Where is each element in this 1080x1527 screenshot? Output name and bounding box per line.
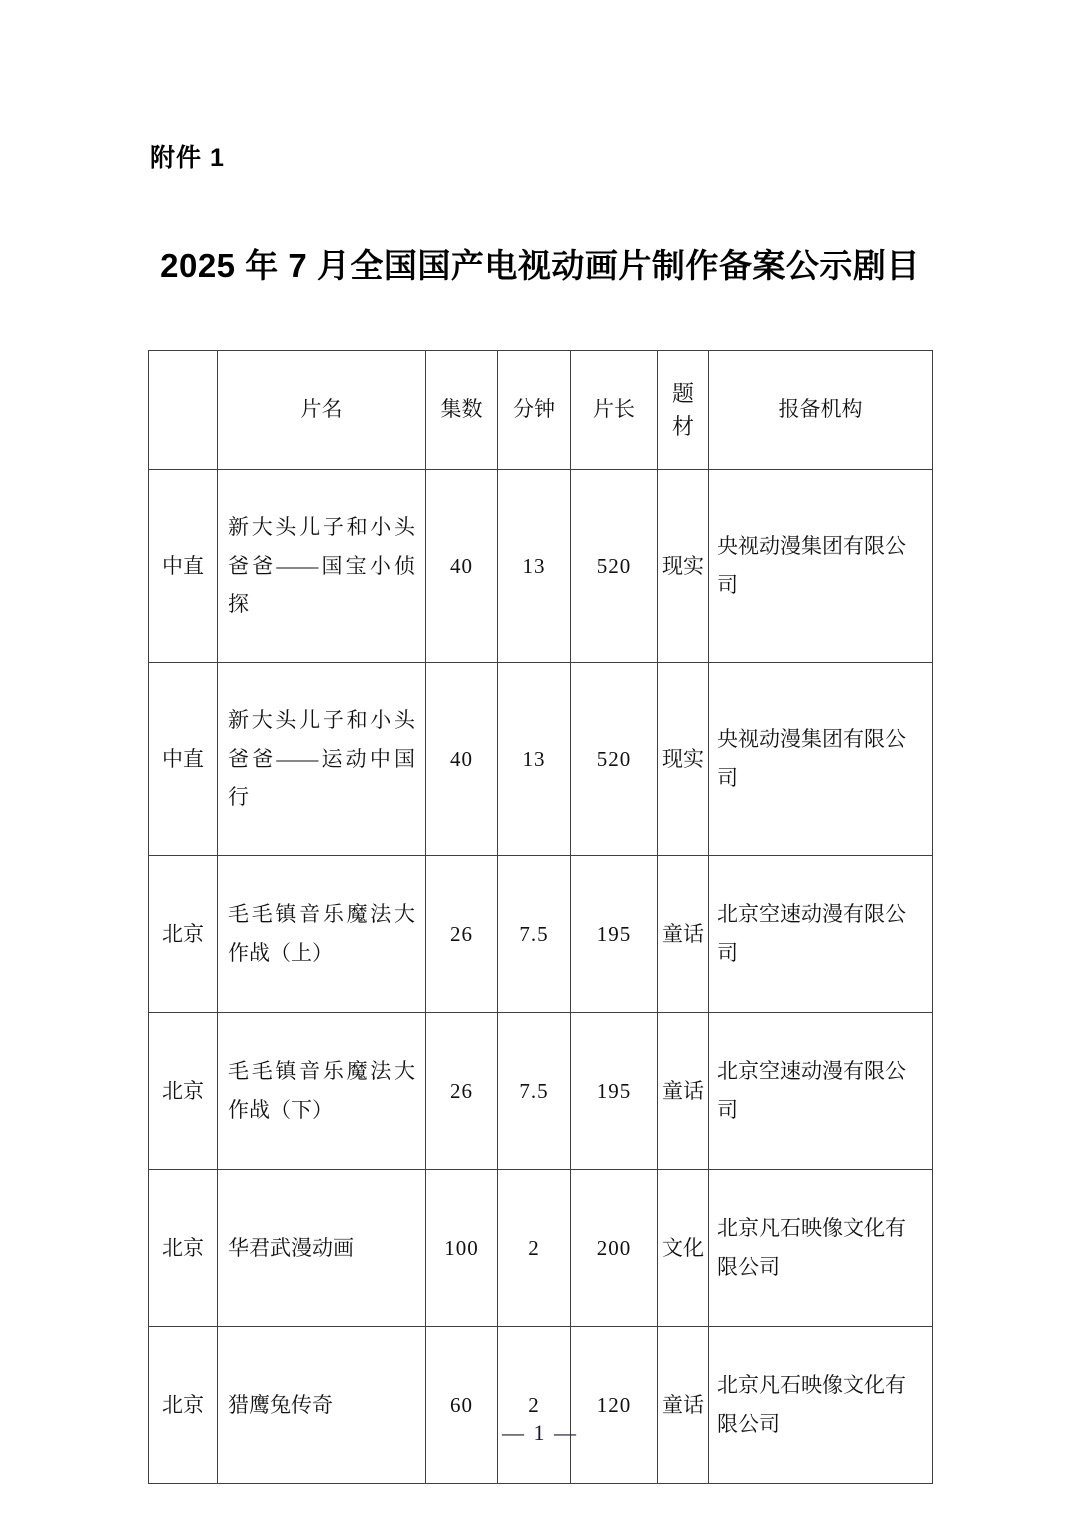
cell-genre: 现实 <box>658 663 709 856</box>
table-row <box>149 1013 933 1170</box>
table-row <box>149 1170 933 1327</box>
column-header-name: 片名 <box>218 351 426 470</box>
cell-length: 520 <box>571 470 658 663</box>
cell-genre: 文化 <box>658 1170 709 1327</box>
cell-org: 央视动漫集团有限公司 <box>709 470 933 663</box>
column-header-org: 报备机构 <box>709 351 933 470</box>
cell-minutes: 2 <box>498 1170 571 1327</box>
cell-genre: 现实 <box>658 470 709 663</box>
column-header-minutes: 分钟 <box>498 351 571 470</box>
cell-name: 毛毛镇音乐魔法大作战（下） <box>218 1013 426 1170</box>
cell-length: 200 <box>571 1170 658 1327</box>
cell-org: 北京凡石映像文化有限公司 <box>709 1170 933 1327</box>
column-header-length: 片长 <box>571 351 658 470</box>
cell-length: 120 <box>571 1327 658 1484</box>
cell-genre: 童话 <box>658 1013 709 1170</box>
cell-episodes: 100 <box>426 1170 498 1327</box>
table-header <box>149 351 933 470</box>
table-row <box>149 663 933 856</box>
cell-minutes: 7.5 <box>498 1013 571 1170</box>
page-number-footer: — 1 — <box>502 1420 578 1445</box>
cell-name: 毛毛镇音乐魔法大作战（上） <box>218 856 426 1013</box>
cell-episodes: 26 <box>426 856 498 1013</box>
cell-episodes: 40 <box>426 663 498 856</box>
cell-name: 猎鹰兔传奇 <box>218 1327 426 1484</box>
cell-region: 中直 <box>149 663 218 856</box>
cell-region: 北京 <box>149 1170 218 1327</box>
cell-length: 195 <box>571 1013 658 1170</box>
column-header-region <box>149 351 218 470</box>
cell-org: 北京空速动漫有限公司 <box>709 856 933 1013</box>
cell-org: 北京凡石映像文化有限公司 <box>709 1327 933 1484</box>
cell-length: 520 <box>571 663 658 856</box>
cell-minutes: 13 <box>498 663 571 856</box>
column-header-episodes: 集数 <box>426 351 498 470</box>
cell-org: 北京空速动漫有限公司 <box>709 1013 933 1170</box>
cell-length: 195 <box>571 856 658 1013</box>
cell-region: 北京 <box>149 856 218 1013</box>
table-body <box>149 470 933 1484</box>
cell-region: 北京 <box>149 1327 218 1484</box>
cell-region: 中直 <box>149 470 218 663</box>
cell-episodes: 60 <box>426 1327 498 1484</box>
animation-filing-table <box>148 350 933 1484</box>
listing-table-container <box>148 350 932 1484</box>
cell-episodes: 26 <box>426 1013 498 1170</box>
table-row <box>149 470 933 663</box>
cell-minutes: 13 <box>498 470 571 663</box>
cell-region: 北京 <box>149 1013 218 1170</box>
table-row <box>149 1327 933 1484</box>
cell-name: 新大头儿子和小头爸爸——运动中国行 <box>218 663 426 856</box>
cell-genre: 童话 <box>658 856 709 1013</box>
cell-episodes: 40 <box>426 470 498 663</box>
cell-name: 新大头儿子和小头爸爸——国宝小侦探 <box>218 470 426 663</box>
table-row <box>149 856 933 1013</box>
cell-minutes: 7.5 <box>498 856 571 1013</box>
column-header-genre: 题材 <box>658 351 709 470</box>
cell-name: 华君武漫动画 <box>218 1170 426 1327</box>
cell-genre: 童话 <box>658 1327 709 1484</box>
attachment-label: 附件 1 <box>150 144 225 172</box>
page-title: 2025 年 7 月全国国产电视动画片制作备案公示剧目 <box>160 247 920 284</box>
cell-org: 央视动漫集团有限公司 <box>709 663 933 856</box>
table-header-row <box>149 351 933 470</box>
cell-minutes: 2 <box>498 1327 571 1484</box>
